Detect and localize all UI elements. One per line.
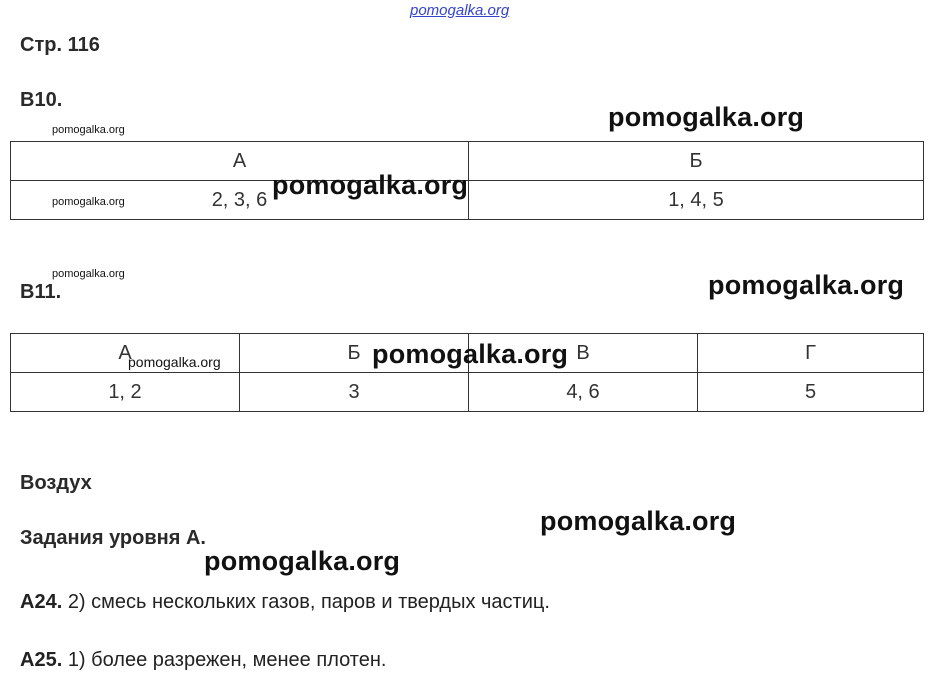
watermark: pomogalka.org [372, 339, 569, 369]
b11-header-g: Г [698, 334, 924, 373]
answer-text: 2) смесь нескольких газов, паров и твердых частиц. [67, 591, 550, 613]
watermark-small: pomogalka.org [52, 124, 125, 136]
watermark-small: pomogalka.org [128, 354, 221, 370]
watermark: pomogalka.org [272, 170, 469, 200]
watermark: pomogalka.org [708, 270, 905, 300]
b10-title: В10. [20, 89, 63, 111]
b11-title: В11. [20, 281, 62, 303]
watermark: pomogalka.org [540, 506, 737, 536]
answer-label: А25. [20, 649, 63, 671]
watermark-small: pomogalka.org [52, 196, 125, 208]
b10-value-b: 1, 4, 5 [469, 181, 924, 220]
b11-header-a: А [11, 334, 240, 373]
b10-value-a: 2, 3, 6 [11, 181, 469, 220]
b10-header-a: А [11, 142, 469, 181]
b11-value-v: 4, 6 [469, 373, 698, 412]
watermark: pomogalka.org [204, 546, 401, 576]
answer-label: А24. [20, 591, 63, 613]
table-row [11, 373, 924, 412]
page-label: Стр. 116 [20, 34, 100, 56]
b11-value-a: 1, 2 [11, 373, 240, 412]
watermark-small: pomogalka.org [52, 268, 125, 280]
b11-header-v: В [469, 334, 698, 373]
watermark-link[interactable]: pomogalka.org [410, 2, 510, 19]
b11-header-b: Б [240, 334, 469, 373]
section-title: Воздух [20, 472, 92, 494]
b10-header-b: Б [469, 142, 924, 181]
answer-a24 [20, 591, 550, 614]
b11-value-g: 5 [698, 373, 924, 412]
b11-value-b: 3 [240, 373, 469, 412]
answer-a25 [20, 649, 386, 672]
subsection-title: Задания уровня А. [20, 527, 206, 549]
answer-text: 1) более разрежен, менее плотен. [67, 649, 387, 671]
watermark: pomogalka.org [608, 102, 805, 132]
